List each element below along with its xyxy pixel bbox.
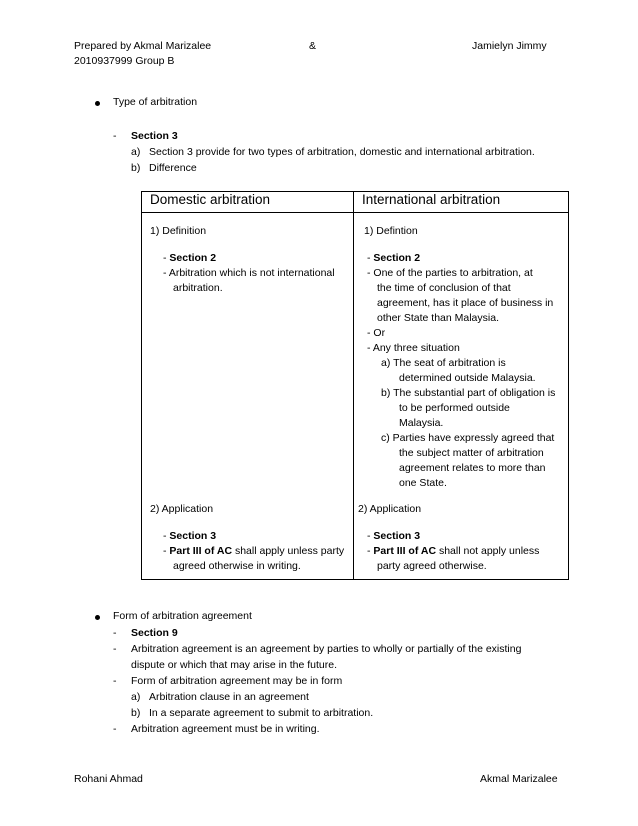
situation-c-line2: the subject matter of arbitration	[399, 447, 544, 459]
domestic-definition-section: Section 2	[169, 252, 217, 264]
item-b-marker: b)	[131, 162, 141, 174]
domestic-application-part: Part III of AC	[169, 545, 233, 557]
difference-table	[141, 191, 569, 580]
international-application-part: Part III of AC	[373, 545, 437, 557]
international-application-section: Section 3	[373, 530, 421, 542]
international-definition-line3: agreement, has it place of business in	[377, 297, 554, 309]
item-b-text: Difference	[149, 162, 197, 174]
item-a-marker: a)	[131, 146, 141, 158]
item-a-text: Section 3 provide for two types of arbitration, domestic and international arbitration.	[149, 146, 535, 158]
situation-b-line3: Malaysia.	[399, 417, 444, 429]
footer-left: Rohani Ahmad	[74, 773, 143, 785]
international-definition-heading: 1) Defintion	[364, 225, 418, 237]
bullet-icon	[95, 615, 100, 620]
header-coauthor: Jamielyn Jimmy	[472, 40, 547, 52]
situation-c-line3: agreement relates to more than	[399, 462, 546, 474]
international-definition-line4: other State than Malaysia.	[377, 312, 499, 324]
domestic-application-heading: 2) Application	[150, 503, 214, 515]
international-or: Or	[373, 327, 386, 339]
international-application-rest: shall not apply unless	[436, 545, 540, 557]
dash-marker: -	[113, 723, 117, 735]
column-header-domestic: Domestic arbitration	[142, 192, 354, 213]
situation-a-line1: a) The seat of arbitration is	[381, 357, 506, 369]
international-any-three: Any three situation	[372, 342, 460, 354]
international-definition-section: Section 2	[373, 252, 421, 264]
domestic-definition-line1: Arbitration which is not international	[168, 267, 335, 279]
situation-b-line2: to be performed outside	[399, 402, 510, 414]
column-header-international: International arbitration	[354, 192, 569, 213]
international-cell: 1) Defintion - Section 2 - One of the parties to arbitration, at the time of conclusion of that agreement, has it place of business in other State than Malaysia. - Or - Any three situation a) The seat of arbitration is determined outside Malaysia. b) The substantial part of obligation is to be performed outside Malaysia. c) Parties have expressly agreed that the subject matter of arbitration agreement relates to more than one State. 2) Application - Section 3 - Part III of AC shall not apply unless party agreed otherwise.	[354, 213, 569, 580]
situation-c-line4: one State.	[399, 477, 447, 489]
header-author: Prepared by Akmal Marizalee	[74, 40, 212, 52]
domestic-definition-heading: 1) Definition	[150, 225, 207, 237]
international-definition-line1: One of the parties to arbitration, at	[373, 267, 533, 279]
situation-c-line1: c) Parties have expressly agreed that	[381, 432, 555, 444]
form-line3: Arbitration agreement must be in writing.	[131, 723, 320, 735]
domestic-definition-line2: arbitration.	[173, 282, 223, 294]
situation-a-line2: determined outside Malaysia.	[399, 372, 536, 384]
type-of-arbitration-heading: Type of arbitration	[113, 96, 198, 108]
domestic-application-line2: agreed otherwise in writing.	[173, 560, 301, 572]
form-item-b-marker: b)	[131, 707, 141, 719]
form-item-a-text: Arbitration clause in an agreement	[149, 691, 309, 703]
form-heading: Form of arbitration agreement	[113, 610, 252, 622]
bullet-icon	[95, 101, 100, 106]
international-application-line2: party agreed otherwise.	[377, 560, 487, 572]
header-group: 2010937999 Group B	[74, 55, 175, 67]
form-item-a-marker: a)	[131, 691, 141, 703]
dash-marker: -	[113, 643, 117, 655]
dash-marker: -	[113, 130, 117, 142]
form-line1b: dispute or which that may arise in the future.	[131, 659, 338, 671]
footer-right: Akmal Marizalee	[480, 773, 558, 785]
domestic-cell: 1) Definition - Section 2 - Arbitration which is not international arbitration. 2) Application - Section 3 - Part III of AC shall apply unless party agreed otherwise in writing.	[142, 213, 354, 580]
form-item-b-text: In a separate agreement to submit to arbitration.	[149, 707, 374, 719]
form-line2: Form of arbitration agreement may be in form	[131, 675, 343, 687]
form-line1: Arbitration agreement is an agreement by parties to wholly or partially of the existing	[131, 643, 522, 655]
section-9-label: Section 9	[131, 627, 178, 639]
dash-marker: -	[113, 627, 117, 639]
header-ampersand: &	[309, 40, 317, 52]
dash-marker: -	[113, 675, 117, 687]
international-application-heading: 2) Application	[358, 503, 422, 515]
section-3-label: Section 3	[131, 130, 178, 142]
international-definition-line2: the time of conclusion of that	[377, 282, 511, 294]
domestic-application-section: Section 3	[169, 530, 217, 542]
situation-b-line1: b) The substantial part of obligation is	[381, 387, 556, 399]
domestic-application-rest: shall apply unless party	[232, 545, 345, 557]
